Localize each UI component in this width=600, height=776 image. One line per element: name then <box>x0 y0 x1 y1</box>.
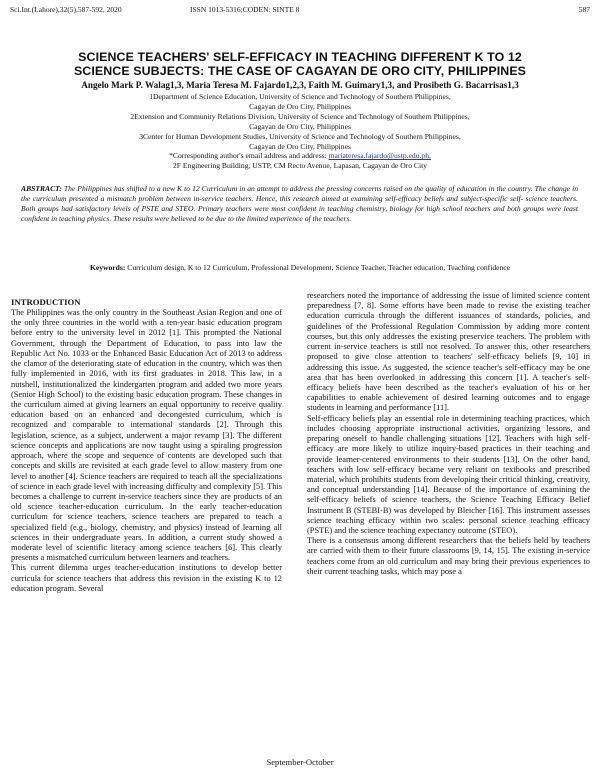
keywords-label: Keywords: <box>89 263 126 272</box>
affiliation-1-city: Cagayan de Oro City, Philippines <box>249 101 351 111</box>
issn-coden: ISSN 1013-5316;CODEN: SINTE 8 <box>190 5 300 14</box>
paragraph: There is a consensus among different researchers that the beliefs held by teachers are carried with them to their future classrooms [9, 14, 15]. The existing in-service teachers come from an old curriculum and may bring their previous experiences to their current teaching tasks, which may pose a <box>307 536 590 576</box>
abstract <box>21 184 578 224</box>
paragraph: This current dilemma urges teacher-education institutions to develop better curricula for science teachers that address this revision in the existing K to 12 education program. Several <box>11 563 282 593</box>
corresponding-email-link[interactable]: mariateresa.fajardo@ustp.edu.ph, <box>328 151 431 161</box>
affiliation-3-city: Cagayan de Oro City, Philippines <box>249 141 351 151</box>
abstract-text: The Philippines has shifted to a new K to 12 Curriculum in an attempt to address the pressing concerns raised on the quality of education in the country. The change in the curriculum presented a mismatch problem between in-service teachers. Hence, this research aimed at examining self-efficacy beliefs and subject-specific self- science teachers. Both groups had satisfactory levels of PSTE and STEO. Primary teachers were most confident in teaching chemistry, biology for high school teachers and both groups were least confident in teaching physics. These results were believed to be due to the limited experience of the teachers. <box>21 184 578 224</box>
page-footer: September-October <box>266 757 334 767</box>
paragraph: The Philippines was the only country in the Southeast Asian Region and one of the only three countries in the world with a ten-year basic education program before entry to the university level in 2012 [1]. This prompted the National Government, through the Department of Education, to pass into law the Republic Act No. 1033 or the Enhanced Basic Education Act of 2013 to address the clamor of the deteriorating state of education in the country, which was then fully implemented in 2016, with its first graduates in 2018. This law, in a nutshell, institutionalized the kindergarten program and added two more years (Senior High School) to the existing basic education program. These changes in the curriculum aimed at giving learners an equal opportunity to receive quality education based on an enhanced and decongested curriculum, which is recognized and comparable to international standards [2]. Through this legislation, science, as a subject, underwent a major revamp [3]. The different science concepts and applications are now taught using a spiraling progression approach, where the scope and sequence of contents are developed such that concepts and skills are revisited at each grade level to allow mastery from one level to another [4]. Science teachers are required to teach all the specializations of science in each grade level with increasing difficulty and complexity [5]. This becomes a challenge to current in-service teachers since they are products of an old science teacher-education curriculum. In the early teacher-education curriculum for science teachers, science teachers are prepared to teach a specialized field (e.g., biology, chemistry, and physics) instead of learning all sciences in their undergraduate years. In addition, a current study showed a moderate level of scientific literacy among science teachers [6]. This clearly presents a mismatched curriculum between learners and teachers. <box>11 308 282 563</box>
corresponding-address: 2F Engineering Building, USTP, CM Recto Avenue, Lapasan, Cagayan de Oro City <box>172 161 427 171</box>
affiliations <box>60 92 540 171</box>
paragraph: Self-efficacy beliefs play an essential role in determining teaching practices, which includes choosing appropriate instructional activities, organizing lessons, and preparing oneself to handle challenging situations [12]. Teachers with high self-efficacy are more likely to utilize inquiry-based practices in their teaching and provide learner-centered environments to their students [13]. On the other hand, teachers with low self-efficacy became very reliant on textbooks and prescribed material, which prohibits students from developing their critical thinking, creativity, and conceptual understanding [14]. Because of the importance of examining the self-efficacy beliefs of science teachers, the Science Teaching Efficacy Belief Instrument B (STEBI-B) was developed by Bleicher [16]. This instrument assesses science teaching efficacy within two scales: personal science teaching efficacy (PSTE) and the science teaching expectancy outcome (STEO). <box>307 413 590 536</box>
paragraph: researchers noted the importance of addressing the issue of limited science content preparedness [7, 8]. Some efforts have been made to revise the existing teacher education curricula through the different issuances of standards, policies, and guidelines of the Professional Regulation Commission by adding more content courses, but this only addresses the existing preservice teachers. The problem with current in-service teachers is still not resolved. To answer this, other researchers proposed to give close attention to teachers' self-efficacy beliefs [9, 10] in addressing this issue. As suggested, the science teacher's self-efficacy may be one area that has been overlooked in addressing this concern [1]. A teacher's self-efficacy beliefs have been described as the teacher's evaluation of his or her capabilities to enable achievement of desired learning outcomes and to engage students in learning and performance [11]. <box>307 291 590 413</box>
abstract-label: ABSTRACT: <box>21 184 62 193</box>
journal-citation: Sci.Int.(Lahore),32(5),587-592, 2020 <box>10 5 122 14</box>
affiliation-2-city: Cagayan de Oro City, Philippines <box>249 121 351 131</box>
right-column <box>307 291 590 577</box>
keywords-text: Curriculum design, K to 12 Curriculum, Professional Development, Science Teacher, Teacher education, Teaching confidence <box>127 263 511 272</box>
author-list: Angelo Mark P. Walag1,3, Maria Teresa M. Fajardo1,2,3, Faith M. Guimary1,3, and Prosibeth G. Bacarrisas1,3 <box>81 80 519 90</box>
affiliation-2: 2Extension and Community Relations Division, University of Science and Technology of Southern Philippines, <box>130 111 470 121</box>
paper-title <box>10 50 590 78</box>
corresponding-author <box>60 151 540 161</box>
keywords <box>60 263 540 273</box>
title-line-2: SCIENCE SUBJECTS: THE CASE OF CAGAYAN DE ORO CITY, PHILIPPINES <box>73 64 527 78</box>
affiliation-1: 1Department of Science Education, University of Science and Technology of Southern Philippines, <box>149 92 451 101</box>
left-column <box>11 297 282 594</box>
section-heading-introduction: INTRODUCTION <box>11 297 81 307</box>
page-number: 587 <box>578 5 590 14</box>
corresponding-label: *Corresponding author's email address and address: <box>169 151 327 161</box>
affiliation-3: 3Center for Human Development Studies, University of Science and Technology of Southern Philippines, <box>139 131 461 141</box>
running-header <box>10 5 590 17</box>
title-line-1: SCIENCE TEACHERS' SELF-EFFICACY IN TEACHING DIFFERENT K TO 12 <box>78 50 522 64</box>
